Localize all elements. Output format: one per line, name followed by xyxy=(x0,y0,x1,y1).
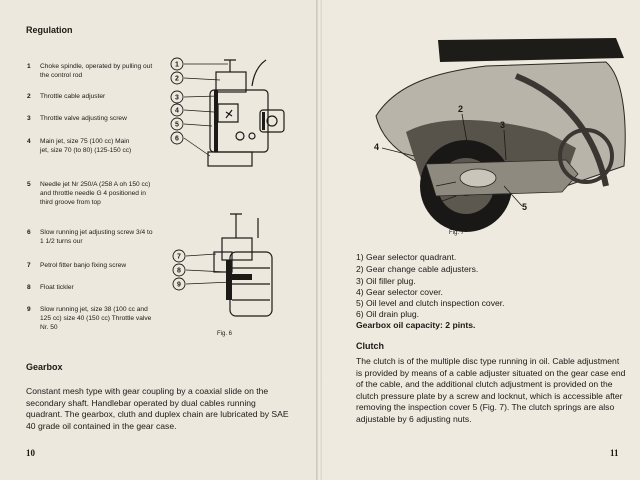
fig7-callout-6: 6 xyxy=(426,198,432,208)
item-number: 1 xyxy=(27,63,31,70)
callout-8: 8 xyxy=(177,267,181,275)
legend-item: 5) Oil level and clutch inspection cover. xyxy=(356,298,505,308)
right-page xyxy=(322,0,640,480)
item-text: Petrol fitter banjo fixing screw xyxy=(40,262,127,269)
item-text: Throttle cable adjuster xyxy=(40,93,106,100)
clutch-heading: Clutch xyxy=(356,341,384,351)
legend-item: 3) Oil filler plug. xyxy=(356,276,416,286)
fig7-callout-4: 4 xyxy=(374,142,380,152)
fig7-callout-2: 2 xyxy=(458,104,464,114)
carburettor-diagram-bottom xyxy=(170,208,280,323)
item-number: 3 xyxy=(27,115,31,122)
item-number: 4 xyxy=(27,138,31,145)
legend-item: 1) Gear selector quadrant. xyxy=(356,252,457,262)
item-number: 7 xyxy=(27,262,31,269)
page-number-left: 10 xyxy=(26,448,35,458)
item-text: Needle jet Nr 250/A (258 A oh 150 cc) and throttle needle G 4 positioned in third groove from top xyxy=(40,181,151,206)
carburettor-diagram-top xyxy=(168,52,308,172)
gearbox-oil-capacity: Gearbox oil capacity: 2 pints. xyxy=(356,320,476,330)
legend-item: 2) Gear change cable adjusters. xyxy=(356,264,479,274)
item-text: Slow running jet, size 38 (100 cc and 125 cc) size 40 (150 cc) Throttle valve Nr. 50 xyxy=(40,306,152,331)
item-text: Float tickler xyxy=(40,284,74,291)
fig7-callout-1: 1 xyxy=(426,181,432,191)
callout-9: 9 xyxy=(177,281,181,289)
gearbox-paragraph: Constant mesh type with gear coupling by a coaxial slide on the secondary shaft. Handlebar operated by dual cables running quadrant. The gearbox, cluth and duplex chain are lubricated by SAE 40 grade oil contained in the gear case. xyxy=(26,386,289,431)
figure-6-label: Fig. 6 xyxy=(217,331,233,337)
scooter-gearbox-diagram xyxy=(366,36,634,236)
figure-7-label: Fig. 7 xyxy=(449,230,465,236)
item-number: 5 xyxy=(27,181,31,188)
page-number-right: 11 xyxy=(610,448,619,458)
legend-item: 6) Oil drain plug. xyxy=(356,309,420,319)
left-page xyxy=(0,0,318,480)
regulation-heading: Regulation xyxy=(26,25,73,35)
item-text: Main jet, size 75 (100 cc) Main jet, size 70 (to 80) (125-150 cc) xyxy=(40,138,132,154)
item-number: 2 xyxy=(27,93,31,100)
item-text: Slow running jet adjusting screw 3/4 to 1 1/2 turns our xyxy=(40,229,153,245)
fig7-callout-3: 3 xyxy=(500,120,506,130)
clutch-paragraph: The clutch is of the multiple disc type running in oil. Cable adjustment is provided by means of a cable adjuster situated on the gear case end of the cable, and the additional clutch adjustment is provided on the clutch pressure plate by a screw and locknut, which is accessible after removing the inspection cover 5 (Fig. 7). The clutch springs are also adjustable by 6 adjusting nuts. xyxy=(356,356,626,424)
callout-5: 5 xyxy=(175,121,179,129)
callout-6: 6 xyxy=(175,135,179,143)
item-number: 9 xyxy=(27,306,31,313)
callout-2: 2 xyxy=(175,75,179,83)
fig7-callout-5: 5 xyxy=(522,202,528,212)
item-text: Throttle valve adjusting screw xyxy=(40,115,127,122)
item-number: 6 xyxy=(27,229,31,236)
callout-4: 4 xyxy=(175,107,179,115)
callout-7: 7 xyxy=(177,253,181,261)
legend-item: 4) Gear selector cover. xyxy=(356,287,443,297)
item-number: 8 xyxy=(27,284,31,291)
gearbox-heading: Gearbox xyxy=(26,362,63,372)
callout-1: 1 xyxy=(175,61,179,69)
callout-3: 3 xyxy=(175,94,179,102)
item-text: Choke spindle, operated by pulling out the control rod xyxy=(40,63,153,79)
